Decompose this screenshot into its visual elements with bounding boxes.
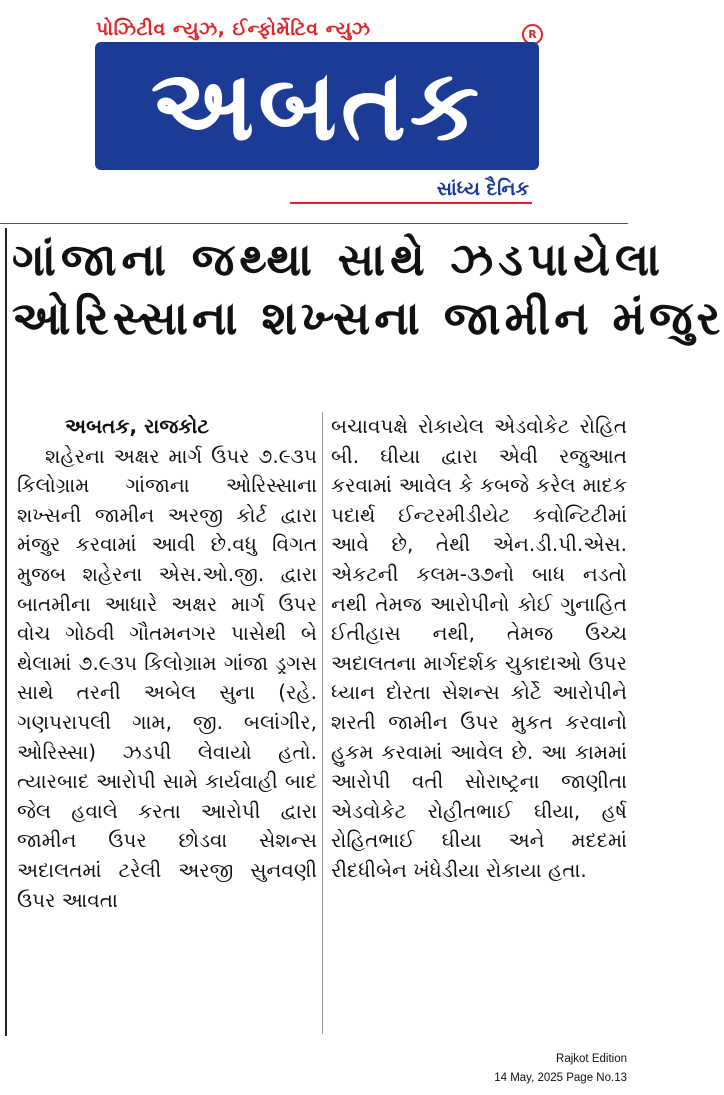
registered-trademark-icon: R [522,24,543,45]
article-dateline: અબતક, રાજકોટ [65,414,210,438]
page-footer [494,1050,627,1088]
masthead [0,0,635,225]
masthead-tagline: પોઝિટીવ ન્યુઝ, ઈન્ફોર્મેટિવ ન્યુઝ [96,18,371,40]
article-body-right: બચાવપક્ષે રોકાયેલ એડવોકેટ રોહિત બી. ઘીયા દ્વારા એવી રજુઆત કરવામાં આવેલ કે કબજે કરેલ માદક પદાર્થ ઈન્ટરમીડીયેટ કવોન્ટિટીમાં આવે છે, તેથી એન.ડી.પી.એસ. એકટની કલમ-૩૭નો બાધ નડતો નથી તેમજ આરોપીનો કોઈ ગુનાહિત ઈતીહાસ નથી, તેમજ ઉચ્ચ અદાલતના માર્ગદર્શક ચુકાદાઓ ઉપર ધ્યાન દોરતા સેશન્સ કોર્ટે આરોપીને શરતી જામીન ઉપર મુકત કરવાનો હુકમ કરવામાં આવેલ છે. આ કામમાં આરોપી વતી સોરાષ્ટ્રના જાણીતા એડવોકેટ રોહીતભાઈ ઘીયા, હર્ષ રોહિતભાઈ ઘીયા અને મદદમાં રીદધીબેન ખંધેડીયા રોકાયા હતા. [331,414,627,882]
article-left-border [5,228,7,1036]
headline-line-1: ગાંજાના જથ્થા સાથે ઝડપાયેલા [12,233,666,286]
article-column-right [331,412,627,886]
newspaper-logo: અબતક [95,42,539,170]
article-column-left [17,412,317,915]
article-body-left: શહેરના અક્ષર માર્ગ ઉપર ૭.૯૩૫ કિલોગ્રામ ગાંજાના ઓરિસ્સાના શખ્સની જામીન અરજી કોર્ટ દ્વારા મંજુર કરવામાં આવી છે.વધુ વિગત મુજબ શહેરના એસ.ઓ.જી. દ્વારા બાતમીના આધારે અક્ષર માર્ગ ઉપર વોચ ગોઠવી ગૌતમનગર પાસેથી બે થેલામાં ૭.૯૩૫ કિલોગ્રામ ગાંજા ડ્રગસ સાથે તરની અબેલ સુના (રહે. ગણપરાપલી ગામ, જી. બલાંગીર, ઓરિસ્સા) ઝડપી લેવાયો હતો. ત્યારબાદ આરોપી સામે કાર્યવાહી બાદ જેલ હવાલે કરતા આરોપી દ્વારા જામીન ઉપર છોડવા સેશન્સ અદાલતમાં ટરેલી અરજી સુનવણી ઉપર આવતા [17,443,317,912]
masthead-subtitle: સાંધ્ય દૈનિક [436,178,529,200]
article-headline [12,232,724,348]
column-divider [322,412,323,1034]
footer-edition: Rajkot Edition [556,1053,627,1065]
masthead-underline [290,202,532,204]
headline-line-2: ઓરિસ્સાના શખ્સના જામીન મંજુર [12,291,724,345]
masthead-subtitle-row [95,178,539,204]
top-divider [0,223,628,224]
footer-date-page: 14 May, 2025 Page No.13 [494,1072,627,1084]
